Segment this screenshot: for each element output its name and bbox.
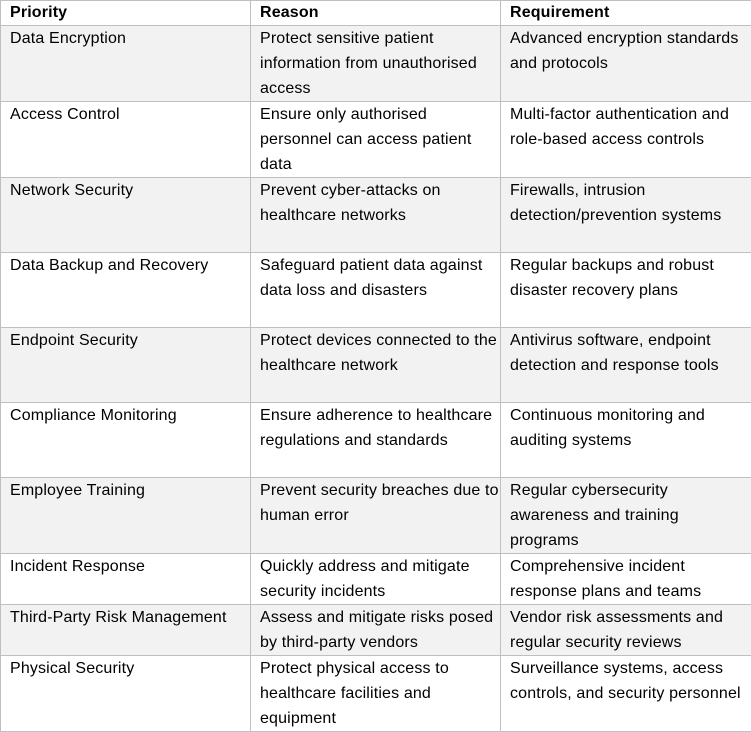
priority-cell: Employee Training (1, 478, 251, 554)
requirement-cell: Vendor risk assessments and regular security reviews (501, 605, 751, 656)
table-row (1, 656, 751, 732)
table-row (1, 253, 751, 328)
requirement-cell: Multi-factor authentication and role-based access controls (501, 102, 751, 178)
requirement-cell: Surveillance systems, access controls, and security personnel (501, 656, 751, 732)
header-requirement: Requirement (501, 1, 751, 26)
priority-cell: Access Control (1, 102, 251, 178)
header-row (1, 1, 751, 26)
table-row (1, 605, 751, 656)
reason-cell: Protect physical access to healthcare facilities and equipment (251, 656, 501, 732)
requirement-cell: Firewalls, intrusion detection/prevention systems (501, 178, 751, 253)
requirement-cell: Comprehensive incident response plans and teams (501, 554, 751, 605)
reason-cell: Ensure only authorised personnel can access patient data (251, 102, 501, 178)
requirement-cell: Regular cybersecurity awareness and training programs (501, 478, 751, 554)
table-row (1, 478, 751, 554)
requirement-cell: Advanced encryption standards and protocols (501, 26, 751, 102)
requirement-cell: Continuous monitoring and auditing systems (501, 403, 751, 478)
priority-cell: Endpoint Security (1, 328, 251, 403)
table-row (1, 102, 751, 178)
reason-cell: Protect sensitive patient information from unauthorised access (251, 26, 501, 102)
reason-cell: Quickly address and mitigate security incidents (251, 554, 501, 605)
priority-cell: Third-Party Risk Management (1, 605, 251, 656)
reason-cell: Prevent cyber-attacks on healthcare networks (251, 178, 501, 253)
reason-cell: Protect devices connected to the healthcare network (251, 328, 501, 403)
table-row (1, 554, 751, 605)
reason-cell: Ensure adherence to healthcare regulations and standards (251, 403, 501, 478)
table-row (1, 178, 751, 253)
priority-cell: Incident Response (1, 554, 251, 605)
requirement-cell: Antivirus software, endpoint detection and response tools (501, 328, 751, 403)
reason-cell: Safeguard patient data against data loss and disasters (251, 253, 501, 328)
table-row (1, 26, 751, 102)
priority-cell: Physical Security (1, 656, 251, 732)
requirement-cell: Regular backups and robust disaster recovery plans (501, 253, 751, 328)
priority-cell: Compliance Monitoring (1, 403, 251, 478)
header-reason: Reason (251, 1, 501, 26)
table-row (1, 328, 751, 403)
reason-cell: Prevent security breaches due to human error (251, 478, 501, 554)
header-priority: Priority (1, 1, 251, 26)
priority-cell: Data Backup and Recovery (1, 253, 251, 328)
reason-cell: Assess and mitigate risks posed by third-party vendors (251, 605, 501, 656)
table-row (1, 403, 751, 478)
priority-cell: Data Encryption (1, 26, 251, 102)
priority-cell: Network Security (1, 178, 251, 253)
